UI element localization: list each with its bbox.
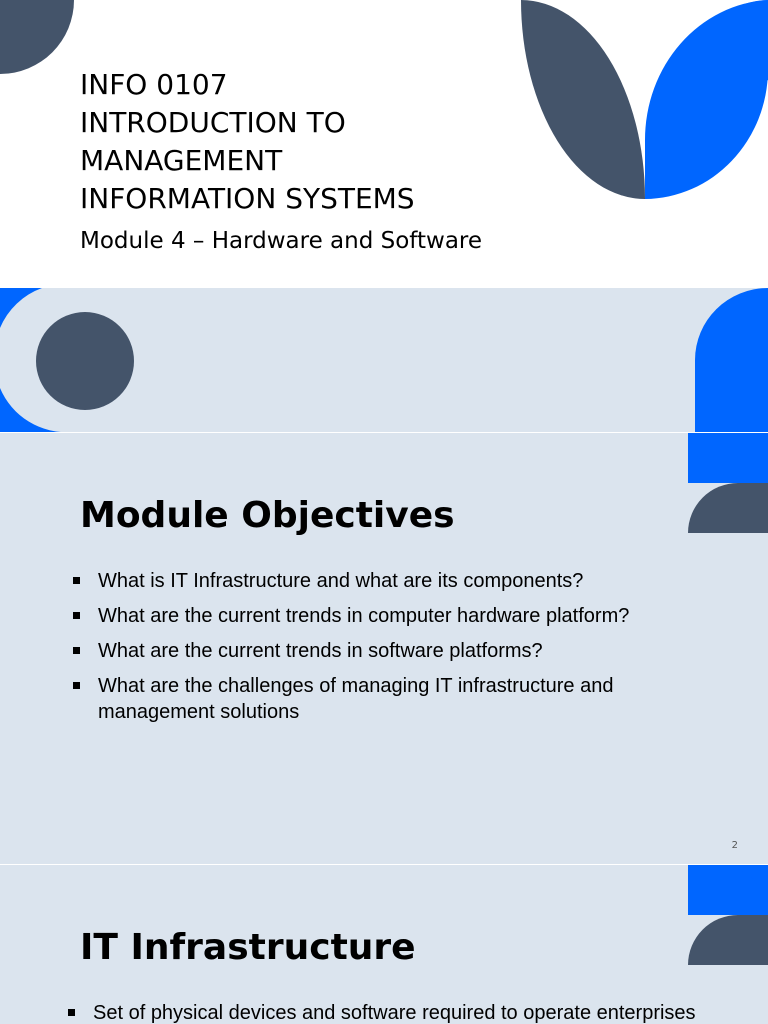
corner-quarter-circle	[0, 0, 74, 74]
presentation-subtitle: Module 4 – Hardware and Software	[80, 228, 483, 254]
list-item: Set of physical devices and software required to operate enterprises	[68, 1000, 758, 1024]
slide-title: IT Infrastructure	[80, 927, 416, 968]
navy-leaf-shape	[521, 0, 645, 199]
slide-title: Module Objectives	[80, 495, 455, 536]
title-line: INFORMATION SYSTEMS	[80, 182, 415, 215]
list-item: What are the current trends in software platforms?	[73, 638, 713, 664]
it-infrastructure-slide	[0, 864, 768, 1024]
list-item: What is IT Infrastructure and what are its components?	[73, 568, 713, 594]
objectives-slide	[0, 432, 768, 864]
presentation-title	[80, 66, 415, 218]
navy-circle	[36, 312, 134, 410]
objectives-list	[73, 568, 713, 734]
section-divider-slide	[0, 288, 768, 432]
title-slide	[0, 0, 768, 288]
navy-half-circle	[688, 915, 768, 965]
blue-petal-shape	[645, 0, 768, 199]
title-line: INTRODUCTION TO	[80, 106, 346, 139]
decorative-shapes	[0, 288, 768, 432]
infrastructure-list	[68, 1000, 758, 1024]
blue-half-dome	[695, 288, 768, 432]
title-line: MANAGEMENT	[80, 144, 283, 177]
list-item: What are the challenges of managing IT infrastructure and management solutions	[73, 673, 713, 725]
navy-half-circle	[688, 483, 768, 533]
page-number: 2	[731, 840, 738, 851]
list-item: What are the current trends in computer hardware platform?	[73, 603, 713, 629]
title-line: INFO 0107	[80, 68, 228, 101]
